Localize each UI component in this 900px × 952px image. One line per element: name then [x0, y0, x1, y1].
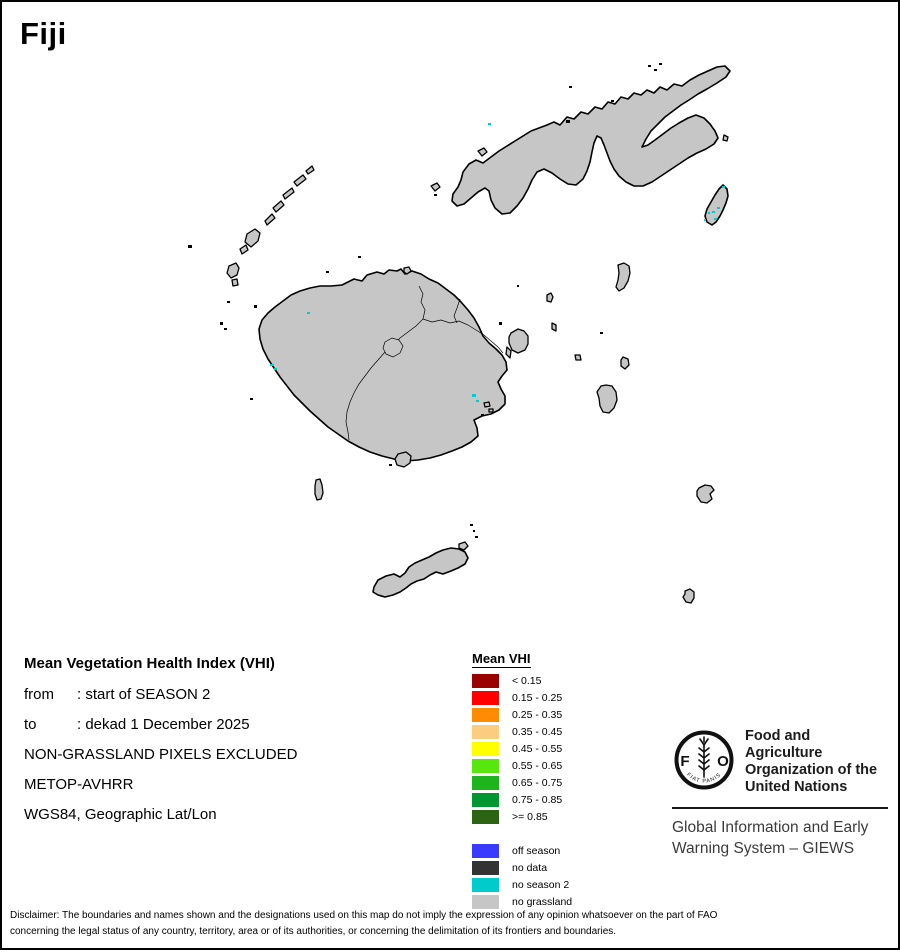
no-season-2-pixel [307, 312, 310, 314]
no-season-2-pixel [488, 123, 491, 125]
metadata-heading: Mean Vegetation Health Index (VHI) [24, 655, 275, 672]
metadata-row-from [24, 686, 464, 704]
legend-item [472, 844, 672, 858]
island-gau [597, 385, 617, 413]
no-season-2-pixel [270, 364, 274, 366]
island-makogai [547, 293, 553, 302]
legend-item [472, 742, 672, 756]
legend-label: 0.15 - 0.25 [512, 692, 563, 704]
no-season-2-pixel [704, 219, 706, 221]
island-waya [227, 263, 239, 278]
legend-label: 0.35 - 0.45 [512, 726, 563, 738]
legend-item [472, 793, 672, 807]
no-season-2-pixel [712, 211, 715, 213]
legend-label: 0.65 - 0.75 [512, 777, 563, 789]
islet [499, 322, 502, 325]
fao-logo-row [672, 728, 891, 796]
island-vanua-levu [452, 66, 730, 214]
islet [224, 328, 227, 330]
legend-label: no grassland [512, 896, 573, 908]
islet [358, 256, 361, 258]
metadata-label: to [24, 716, 37, 733]
islet [659, 63, 662, 65]
legend-item [472, 810, 672, 824]
islet [473, 530, 475, 532]
island-batiki [575, 355, 581, 360]
islet [389, 464, 392, 466]
legend-item [472, 691, 672, 705]
islet [434, 194, 437, 196]
islet [475, 536, 478, 538]
islet [481, 414, 484, 416]
legend-label: >= 0.85 [512, 811, 548, 823]
no-season-2-pixel [714, 218, 717, 220]
legend-item [472, 725, 672, 739]
island-rabi [723, 135, 728, 141]
islet-se-viti-1 [484, 402, 490, 407]
legend-label: 0.45 - 0.55 [512, 743, 563, 755]
island-yasawa-1 [306, 166, 314, 174]
island-nairai [621, 357, 629, 369]
island-yasawa-4 [273, 201, 284, 212]
island-moala [697, 485, 714, 503]
island-totoya [683, 589, 694, 603]
legend-label: 0.55 - 0.65 [512, 760, 563, 772]
islet [569, 86, 572, 88]
island-ono [459, 542, 468, 550]
island-koro [616, 263, 630, 291]
islet [220, 322, 223, 325]
no-season-2-pixel [472, 394, 476, 397]
island-yadua [478, 148, 487, 156]
metadata-value: : start of SEASON 2 [77, 686, 211, 703]
fao-letter-f: F [680, 753, 690, 770]
no-season-2-pixel [708, 212, 710, 214]
island-naviti [245, 229, 260, 247]
legend-item [472, 708, 672, 722]
islet [470, 524, 473, 526]
islet [326, 271, 329, 273]
islet [254, 305, 257, 308]
islet [611, 100, 614, 102]
metadata-line: NON-GRASSLAND PIXELS EXCLUDED [24, 746, 298, 763]
island-yasawa-3 [283, 188, 294, 199]
map-metadata [24, 655, 464, 836]
islet [250, 398, 253, 400]
disclaimer-line-1: Disclaimer: The boundaries and names shown and the designations used on this map do not imply the expression of any opinion whatsoever on the part of FAO [10, 910, 718, 921]
legend-item [472, 776, 672, 790]
metadata-line: WGS84, Geographic Lat/Lon [24, 806, 217, 823]
legend-swatch [472, 861, 499, 875]
legend-item [472, 878, 672, 892]
legend-title: Mean VHI [472, 651, 531, 666]
fao-org-name: Food and Agriculture Organization of the United Nations [745, 728, 878, 796]
legend-swatch [472, 725, 499, 739]
island-yasawa-5 [265, 214, 275, 225]
page-title: Fiji [20, 16, 67, 51]
no-season-2-pixel [476, 400, 479, 402]
legend-swatch [472, 708, 499, 722]
islet [566, 120, 570, 123]
legend-label: < 0.15 [512, 675, 542, 687]
island-yasawa-7 [240, 245, 248, 254]
legend-swatch [472, 691, 499, 705]
legend-swatch [472, 844, 499, 858]
island-kadavu [373, 548, 468, 597]
island-wakaya [552, 323, 556, 331]
legend-label: no season 2 [512, 879, 570, 891]
legend-label: 0.25 - 0.35 [512, 709, 563, 721]
island-beqa [395, 452, 411, 467]
island-moturiki [506, 347, 511, 358]
fao-logo-icon [672, 728, 736, 792]
legend-swatch [472, 759, 499, 773]
island-viti-levu [259, 269, 507, 461]
legend-item [472, 861, 672, 875]
disclaimer [10, 908, 896, 940]
no-season-2-pixel [717, 207, 720, 209]
island-ovalau [509, 329, 528, 353]
no-season-2-pixel [722, 186, 725, 188]
giews-label: Global Information and Early Warning System – GIEWS [672, 819, 869, 857]
island-yasawa-2 [294, 175, 306, 186]
islet-se-viti-2 [489, 409, 493, 412]
legend-label: no data [512, 862, 548, 874]
legend-swatch [472, 793, 499, 807]
islet [648, 65, 651, 67]
fao-letter-o: O [717, 753, 729, 770]
legend-item [472, 759, 672, 773]
metadata-line: METOP-AVHRR [24, 776, 134, 793]
legend [472, 650, 672, 912]
legend-spacer [472, 827, 672, 844]
legend-label: off season [512, 845, 561, 857]
fao-divider [672, 807, 888, 809]
metadata-value: : dekad 1 December 2025 [77, 716, 250, 733]
legend-label: 0.75 - 0.85 [512, 794, 563, 806]
disclaimer-line-2: concerning the legal status of any country, territory, area or of its authorities, or concerning the delimitation of its frontiers and boundaries. [10, 926, 617, 937]
no-season-2-pixel [274, 368, 277, 370]
fao-giews-block [672, 728, 891, 859]
islet [517, 285, 519, 287]
legend-swatch [472, 742, 499, 756]
legend-swatch [472, 776, 499, 790]
island-waya-south [232, 279, 238, 286]
legend-swatch [472, 810, 499, 824]
metadata-row-to [24, 716, 464, 734]
islet [227, 301, 230, 303]
islet-pair-north [431, 183, 440, 191]
islet [188, 245, 192, 248]
islet [600, 332, 603, 334]
legend-item [472, 895, 672, 909]
metadata-label: from [24, 686, 54, 703]
legend-swatch [472, 878, 499, 892]
fao-motto: FIAT PANIS [685, 771, 723, 785]
legend-item [472, 674, 672, 688]
legend-swatch [472, 895, 499, 909]
island-vatulele [315, 479, 323, 500]
legend-swatch [472, 674, 499, 688]
islet [654, 69, 657, 71]
